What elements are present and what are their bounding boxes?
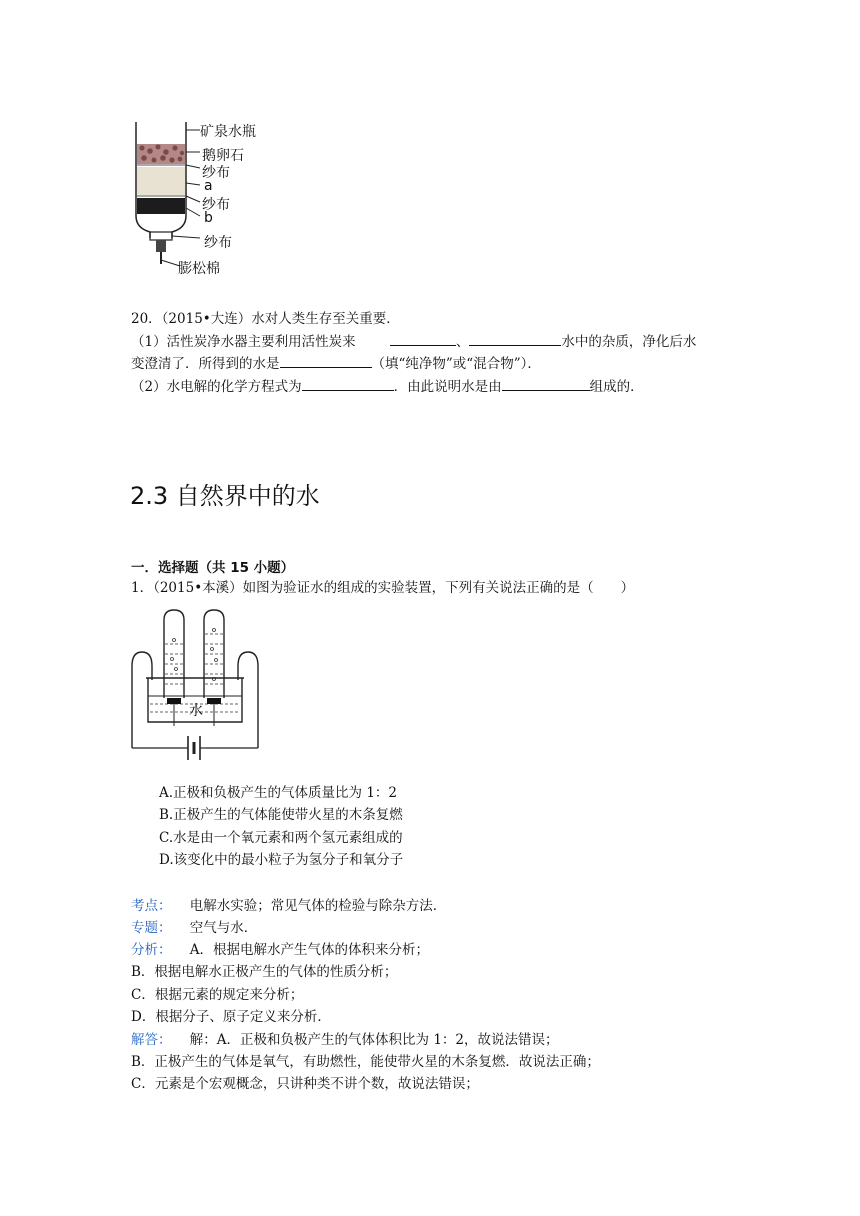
fenxi-line-3: C．根据元素的规定来分析；: [131, 987, 304, 1003]
q20-line3-c: 组成的．: [589, 379, 644, 395]
kaodian-label: 考点：: [131, 898, 172, 914]
fenxi-line-4: D．根据分子、原子定义来分析．: [131, 1009, 331, 1025]
q1-option-c: C.水是由一个氧元素和两个氢元素组成的: [159, 830, 403, 846]
section-title: 一．选择题（共 15 小题）: [131, 560, 295, 576]
q20-line2: [131, 353, 541, 374]
q20-blank-2: [469, 331, 561, 346]
q1-option-b: B.正极产生的气体能使带火星的木条复燃: [159, 807, 403, 823]
q20-blank-1: [390, 331, 456, 346]
q20-line3-b: ．由此说明水是由: [393, 379, 502, 395]
water-label: 水: [189, 703, 203, 719]
electrolysis-diagram: [130, 604, 270, 776]
jieda-line-1: 解：A．正极和负极产生的气体体积比为 1：2，故说法错误；: [189, 1032, 559, 1048]
zhuanti-text: 空气与水．: [189, 920, 258, 936]
water-filter-figure: [130, 118, 280, 280]
q20-line3-a: （2）水电解的化学方程式为: [131, 379, 302, 395]
label-b: b: [204, 210, 213, 226]
q20-blank-5: [502, 376, 590, 391]
label-gauze-2: 纱布: [202, 197, 230, 213]
q20-intro: 20．（2015•大连）水对人类生存至关重要．: [131, 311, 400, 327]
kaodian-row: [131, 896, 446, 916]
jieda-line-3: C．元素是个宏观概念，只讲种类不讲个数，故说法错误；: [131, 1076, 479, 1092]
fenxi-row: [131, 940, 429, 960]
label-gauze-1: 纱布: [202, 165, 230, 181]
fenxi-label: 分析：: [131, 942, 172, 958]
q20-line2-a: 变澄清了．所得到的水是: [131, 356, 280, 372]
chapter-title: 2.3 自然界中的水: [130, 482, 320, 510]
q20-blank-3: [280, 353, 372, 368]
q20-line1-a: （1）活性炭净水器主要利用活性炭来: [131, 334, 356, 350]
label-gauze-3: 纱布: [204, 235, 232, 251]
label-bottle: 矿泉水瓶: [200, 124, 256, 140]
label-a: a: [204, 178, 213, 194]
fenxi-line-1: A．根据电解水产生气体的体积来分析；: [189, 942, 430, 958]
label-cotton: 膨松棉: [178, 261, 220, 277]
fenxi-line-2: B．根据电解水正极产生的气体的性质分析；: [131, 964, 398, 980]
zhuanti-label: 专题：: [131, 920, 172, 936]
label-pebbles: 鹅卵石: [202, 148, 244, 164]
zhuanti-row: [131, 918, 257, 938]
q20-line1-sep: 、: [455, 334, 470, 350]
q20-line2-b: （填“纯净物”或“混合物”）．: [371, 356, 541, 372]
q20-line1: [131, 331, 696, 352]
q20-blank-4: [302, 376, 394, 391]
q20-line3: [131, 376, 644, 397]
q20-line1-b: 水中的杂质，净化后水: [561, 334, 697, 350]
electrolysis-figure: [130, 604, 270, 776]
jieda-row: [131, 1030, 559, 1050]
q1-option-d: D.该变化中的最小粒子为氢分子和氧分子: [159, 852, 404, 868]
jieda-line-2: B．正极产生的气体是氧气，有助燃性，能使带火星的木条复燃．故说法正确；: [131, 1054, 600, 1070]
kaodian-text: 电解水实验；常见气体的检验与除杂方法．: [189, 898, 447, 914]
q1-option-a: A.正极和负极产生的气体质量比为 1：2: [159, 785, 398, 801]
jieda-label: 解答：: [131, 1032, 172, 1048]
q1-stem: 1．（2015•本溪）如图为验证水的组成的实验装置，下列有关说法正确的是（ ）: [131, 580, 635, 596]
